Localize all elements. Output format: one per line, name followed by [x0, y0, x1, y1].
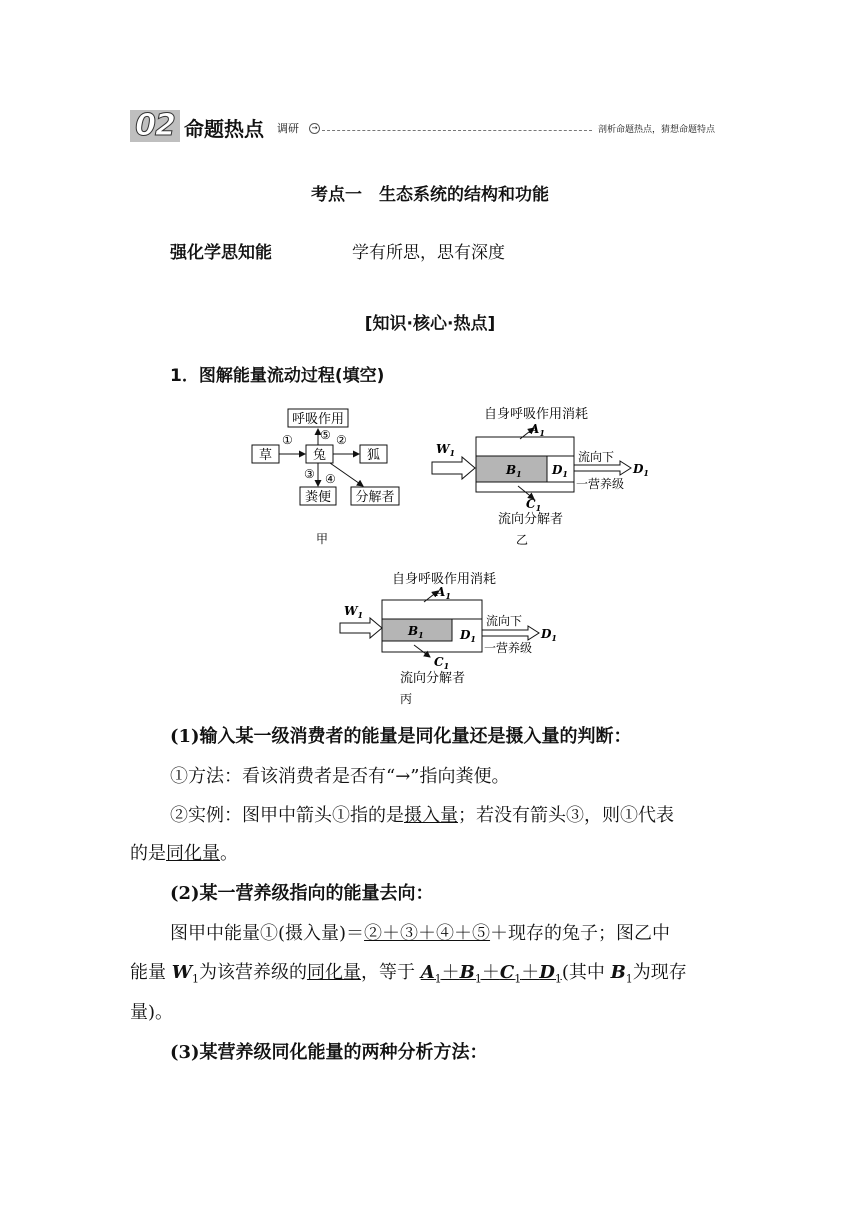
subheader-left: 强化学思知能 — [170, 243, 272, 263]
bing-decomp-label: 流向分解者 — [400, 671, 466, 686]
bing-A: A — [436, 585, 446, 599]
svg-text:W1: $W_1$ — [436, 442, 456, 458]
para-8: 量)。 — [130, 1002, 174, 1023]
svg-text:A1: $A_1$ — [436, 585, 451, 601]
bing-W: W — [344, 604, 358, 618]
bing-D-out: D — [541, 627, 552, 641]
yi-D-out: D — [633, 462, 644, 476]
yi-decomp-label: 流向分解者 — [498, 512, 564, 527]
arrow-circle-icon: → — [309, 123, 320, 134]
node-respiration: 呼吸作用 — [291, 412, 345, 427]
para-7: 能量 $W_1$为该营养级的同化量，等于 $A_1+B_1+C_1+D_1$(其中 $B_1$为现存 — [130, 962, 687, 986]
label-5: ⑤ — [320, 428, 331, 442]
caption-yi: 乙 — [515, 533, 529, 547]
node-feces: 粪便 — [304, 490, 332, 505]
yi-B: B — [506, 463, 517, 477]
header-dashed-line — [322, 130, 592, 131]
svg-text:A1: $A_1$ — [530, 422, 545, 438]
caption-bing: 丙 — [399, 692, 413, 706]
para-4: 的是同化量。 — [130, 843, 238, 864]
section-header-tagline: 剖析命题热点，猜想命题特点 — [598, 125, 716, 135]
figure-bing — [336, 567, 576, 712]
knowledge-title: [知识·核心·热点] — [364, 314, 496, 334]
svg-text:C1: $C_1$ — [434, 655, 450, 671]
svg-text:B1: $B_1$ — [408, 624, 424, 640]
node-rabbit: 兔 — [312, 448, 327, 463]
para-2: ①方法：看该消费者是否有“→”指向粪便。 — [170, 766, 510, 787]
node-fox: 狐 — [366, 448, 381, 463]
figure-yi — [430, 402, 660, 552]
yi-top-label: 自身呼吸作用消耗 — [484, 407, 589, 422]
para-1: (1)输入某一级消费者的能量是同化量还是摄入量的判断： — [170, 726, 632, 747]
yi-D: D — [552, 463, 563, 477]
subheader-right: 学有所思，思有深度 — [352, 243, 505, 263]
caption-jia: 甲 — [315, 532, 329, 546]
label-2: ② — [336, 433, 347, 447]
node-grass: 草 — [258, 448, 273, 463]
bing-down-label: 流向下 — [486, 614, 523, 628]
svg-text:W1: $W_1$ — [344, 604, 364, 620]
section-title: 考点一 生态系统的结构和功能 — [311, 185, 549, 205]
section-header-title: 命题热点 — [184, 117, 264, 141]
para-9: (3)某营养级同化能量的两种分析方法： — [170, 1042, 488, 1063]
yi-C: C — [526, 497, 536, 511]
yi-level-label: 一营养级 — [576, 477, 625, 491]
svg-text:D1: $D_1$ — [633, 462, 649, 478]
yi-A: A — [530, 422, 540, 436]
section-header-sub: 调研 — [277, 122, 299, 135]
para-6: 图甲中能量①(摄入量)＝②＋③＋④＋⑤＋现存的兔子；图乙中 — [170, 923, 671, 944]
figure-jia — [250, 405, 420, 555]
svg-text:B1: $B_1$ — [506, 463, 522, 479]
bing-D: D — [460, 628, 471, 642]
para-5: (2)某一营养级指向的能量去向： — [170, 883, 434, 904]
svg-text:D1: $D_1$ — [541, 627, 557, 643]
label-1: ① — [282, 433, 293, 447]
yi-W: W — [436, 442, 450, 456]
para-3: ②实例：图甲中箭头①指的是摄入量；若没有箭头③，则①代表 — [170, 805, 674, 826]
yi-down-label: 流向下 — [578, 450, 615, 464]
label-3: ③ — [304, 467, 315, 481]
item-1-heading: 1．图解能量流动过程(填空) — [170, 366, 385, 386]
svg-text:C1: $C_1$ — [526, 497, 542, 513]
bing-top-label: 自身呼吸作用消耗 — [392, 572, 497, 587]
bing-B: B — [408, 624, 419, 638]
svg-text:D1: $D_1$ — [460, 628, 476, 644]
label-4: ④ — [325, 472, 336, 486]
bing-C: C — [434, 655, 444, 669]
bing-level-label: 一营养级 — [484, 641, 533, 655]
section-number-badge: 02 — [130, 110, 180, 142]
svg-text:D1: $D_1$ — [552, 463, 568, 479]
node-decomposer: 分解者 — [355, 490, 395, 505]
